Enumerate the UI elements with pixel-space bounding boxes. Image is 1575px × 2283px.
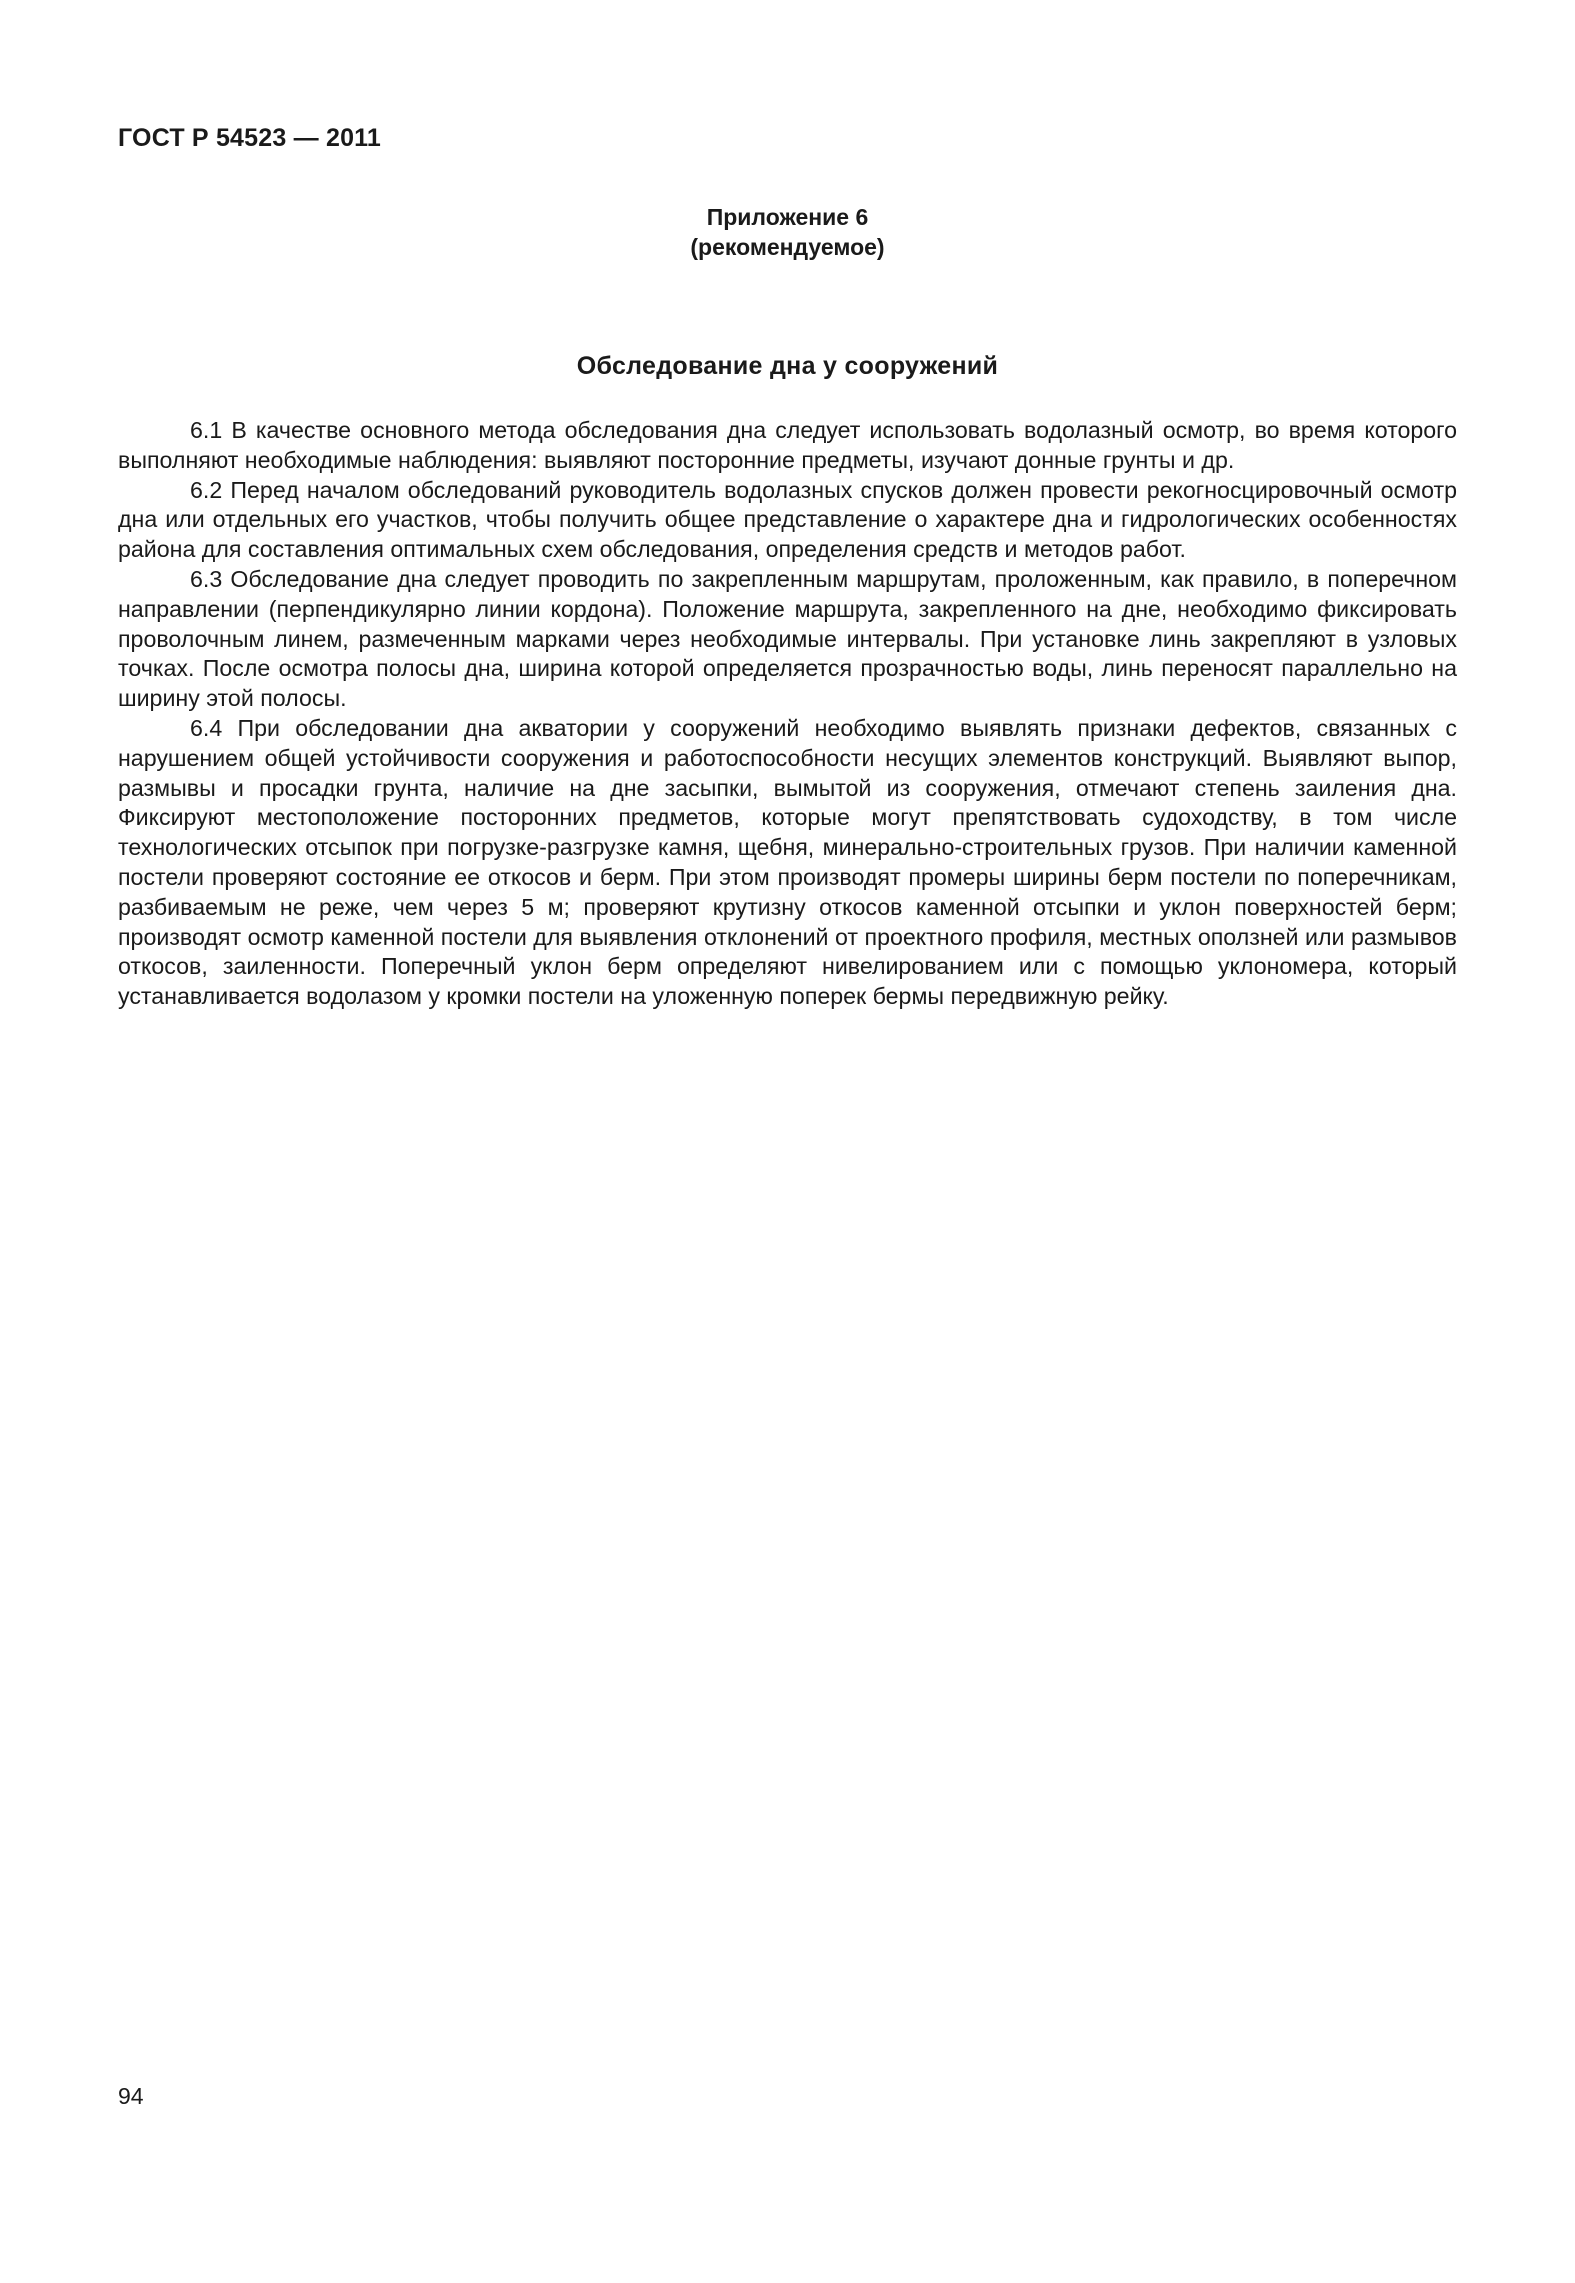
paragraph-6-4: 6.4 При обследовании дна акватории у сооружений необходимо выявлять признаки дефектов, связанных с нарушением общей устойчивости сооружения и работоспособности несущих элементов конструкций. Выявляют выпор, размывы и просадки грунта, наличие на дне засыпки, вымытой из сооружения, отмечают степень заиления дна. Фиксируют местоположение посторонних предметов, которые могут препятствовать судоходству, в том числе технологических отсыпок при погрузке-разгрузке камня, щебня, минерально-строительных грузов. При наличии каменной постели проверяют состояние ее откосов и берм. При этом производят промеры ширины берм постели по поперечникам, разбиваемым не реже, чем через 5 м; проверяют крутизну откосов каменной отсыпки и уклон поверхностей берм; производят осмотр каменной постели для выявления отклонений от проектного профиля, местных оползней или размывов откосов, заиленности. Поперечный уклон берм определяют нивелированием или с помощью уклономера, который устанавливается водолазом у кромки постели на уложенную поперек бермы передвижную рейку. xyxy=(118,714,1457,1010)
document-standard-number: ГОСТ Р 54523 — 2011 xyxy=(118,124,382,152)
appendix-title: Приложение 6 xyxy=(706,204,869,230)
appendix-subtitle: (рекомендуемое) xyxy=(690,234,885,260)
page-number: 94 xyxy=(118,2083,144,2109)
appendix-heading xyxy=(0,202,1575,262)
paragraph-6-1: 6.1 В качестве основного метода обследования дна следует использовать водолазный осмотр, во время которого выполняют необходимые наблюдения: выявляют посторонние предметы, изучают донные грунты и др. xyxy=(118,417,1457,473)
section-title: Обследование дна у сооружений xyxy=(576,352,999,380)
body-text xyxy=(118,416,1457,1012)
paragraph-6-2: 6.2 Перед началом обследований руководитель водолазных спусков должен провести рекогносцировочный осмотр дна или отдельных его участков, чтобы получить общее представление о характере дна и гидрологических особенностях района для составления оптимальных схем обследования, определения средств и методов работ. xyxy=(118,476,1457,563)
paragraph-6-3: 6.3 Обследование дна следует проводить по закрепленным маршрутам, проложенным, как правило, в поперечном направлении (перпендикулярно линии кордона). Положение маршрута, закрепленного на дне, необходимо фиксировать проволочным линем, размеченным марками через необходимые интервалы. При установке линь закрепляют в узловых точках. После осмотра полосы дна, ширина которой определяется прозрачностью воды, линь переносят параллельно на ширину этой полосы. xyxy=(118,565,1457,712)
